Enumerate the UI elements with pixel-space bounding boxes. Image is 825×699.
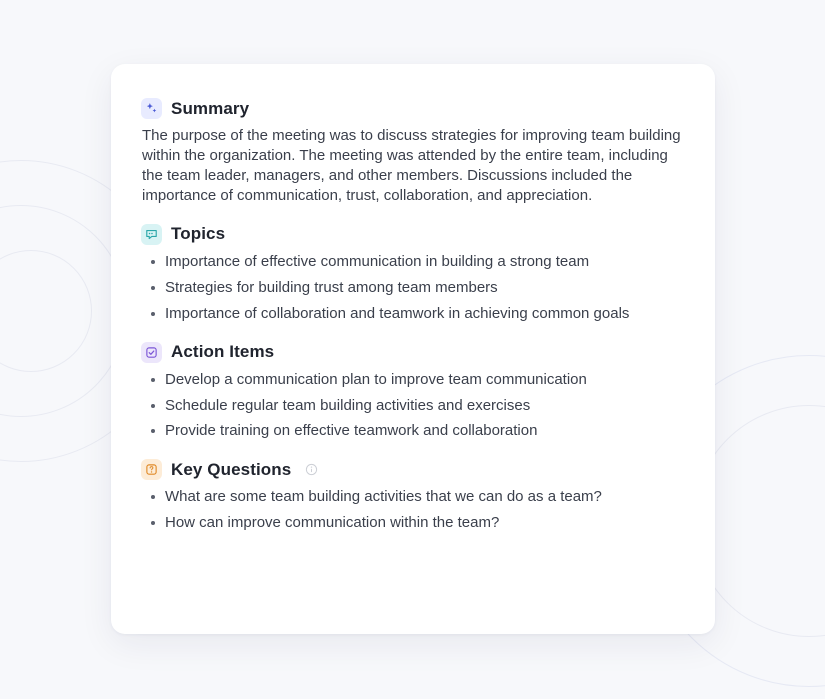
meeting-notes-card bbox=[111, 64, 715, 634]
section-title: Topics bbox=[171, 224, 226, 244]
list-item: Schedule regular team building activities and exercises bbox=[163, 396, 685, 416]
section-action-items bbox=[141, 342, 685, 442]
section-title: Summary bbox=[171, 98, 250, 118]
check-square-icon bbox=[141, 342, 162, 363]
section-action-items-header bbox=[141, 342, 685, 363]
section-title: Key Questions bbox=[171, 459, 292, 479]
list-item: Develop a communication plan to improve team communication bbox=[163, 370, 685, 390]
section-title: Action Items bbox=[171, 342, 275, 362]
section-topics-header bbox=[141, 224, 685, 245]
list-item: Importance of effective communication in building a strong team bbox=[163, 252, 685, 272]
action-items-list bbox=[141, 370, 685, 442]
list-item: Strategies for building trust among team members bbox=[163, 278, 685, 298]
section-summary-header bbox=[141, 98, 685, 119]
section-topics bbox=[141, 224, 685, 324]
summary-body-text: The purpose of the meeting was to discuss strategies for improving team building within the organization. The meeting was attended by the entire team, including the team leader, managers, and other members. Discussions included the importance of communication, trust, collaboration, and appreciation. bbox=[142, 127, 681, 204]
chat-bubble-icon bbox=[141, 224, 162, 245]
background-ring-decoration bbox=[0, 250, 92, 372]
topics-list bbox=[141, 252, 685, 324]
sparkle-icon bbox=[141, 98, 162, 119]
list-item: Provide training on effective teamwork and collaboration bbox=[163, 421, 685, 441]
list-item: What are some team building activities that we can do as a team? bbox=[163, 487, 685, 507]
info-icon[interactable] bbox=[305, 463, 318, 476]
section-key-questions bbox=[141, 459, 685, 533]
question-badge-icon bbox=[141, 459, 162, 480]
list-item: How can improve communication within the team? bbox=[163, 513, 685, 533]
section-summary bbox=[141, 98, 685, 206]
section-key-questions-header bbox=[141, 459, 685, 480]
key-questions-list bbox=[141, 487, 685, 533]
background-ring-decoration bbox=[0, 205, 127, 417]
list-item: Importance of collaboration and teamwork in achieving common goals bbox=[163, 304, 685, 324]
